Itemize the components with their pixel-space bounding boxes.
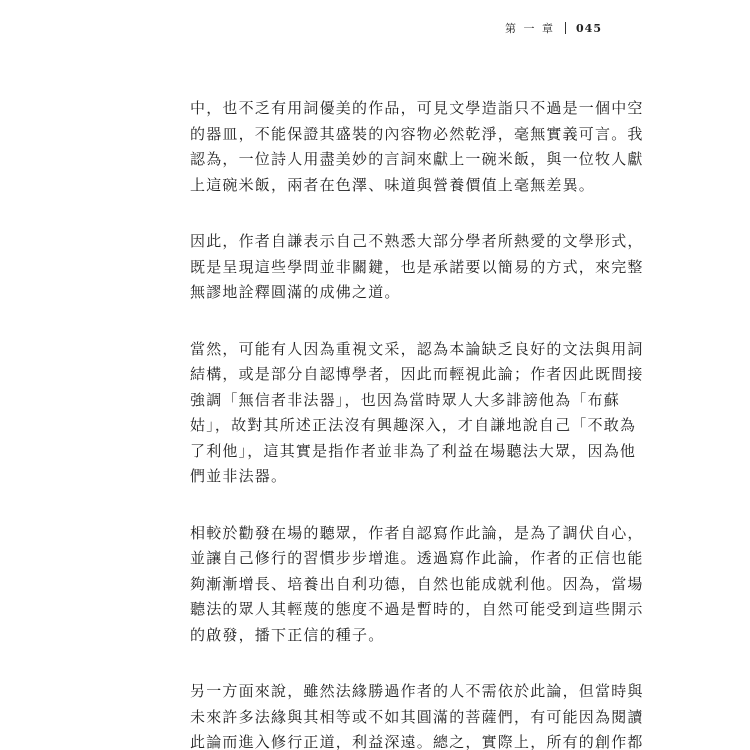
text-line: 的啟發，播下正信的種子。 [190,625,385,644]
text-line: 姑」，故對其所述正法沒有興趣深入，才自謙地說自己「不敢為 [190,416,637,434]
text-line: 另一方面來說，雖然法緣勝過作者的人不需依於此論，但當時與 [190,682,644,700]
paragraph-4 [190,521,644,649]
paragraph-3 [190,337,644,490]
text-line: 此論而進入修行正道，利益深遠。總之，實際上，所有的創作都 [190,733,644,750]
text-line: 們並非法器。 [190,467,288,485]
paragraph-2 [190,229,644,306]
text-line: 中，也不乏有用詞優美的作品，可見文學造詣只不過是一個中空 [190,99,644,117]
paragraph-1 [190,96,644,198]
text-line: 既是呈現這些學問並非關鍵，也是承諾要以簡易的方式，來完整 [190,257,644,276]
text-line: 未來許多法緣與其相等或不如其圓滿的菩薩們，有可能因為閱讀 [190,707,644,726]
text-line: 無謬地詮釋圓滿的成佛之道。 [190,283,401,301]
chapter-title: 第 一 章 [505,22,556,35]
text-line: 強調「無信者非法器」，也因為當時眾人大多誹謗他為「布蘇 [190,390,620,409]
text-line: 並讓自己修行的習慣步步增進。透過寫作此論，作者的正信也能 [190,549,644,567]
text-line: 聽法的眾人其輕蔑的態度不過是暫時的，自然可能受到這些開示 [190,600,644,618]
text-line: 因此，作者自謙表示自己不熟悉大部分學者所熱愛的文學形式， [190,232,644,250]
text-line: 認為，一位詩人用盡美妙的言詞來獻上一碗米飯，與一位牧人獻 [190,150,644,168]
text-line: 當然，可能有人因為重視文采，認為本論缺乏良好的文法與用詞 [190,339,644,358]
page-number: 045 [576,21,602,35]
text-line: 相較於勸發在場的聽眾，作者自認寫作此論，是為了調伏自心， [190,523,644,542]
running-header [505,20,602,36]
paragraph-5 [190,679,644,750]
text-line: 結構，或是部分自認博學者，因此而輕視此論；作者因此既間接 [190,365,644,383]
text-line: 的器皿，不能保證其盛裝的內容物必然乾淨，毫無實義可言。我 [190,124,644,143]
text-line: 上這碗米飯，兩者在色澤、味道與營養價值上毫無差異。 [190,175,596,194]
header-divider [565,22,566,34]
body-text [190,96,644,750]
text-line: 夠漸漸增長、培養出自利功德，自然也能成就利他。因為，當場 [190,574,644,593]
text-line: 了利他」，這其實是指作者並非為了利益在場聽法大眾，因為他 [190,441,637,460]
